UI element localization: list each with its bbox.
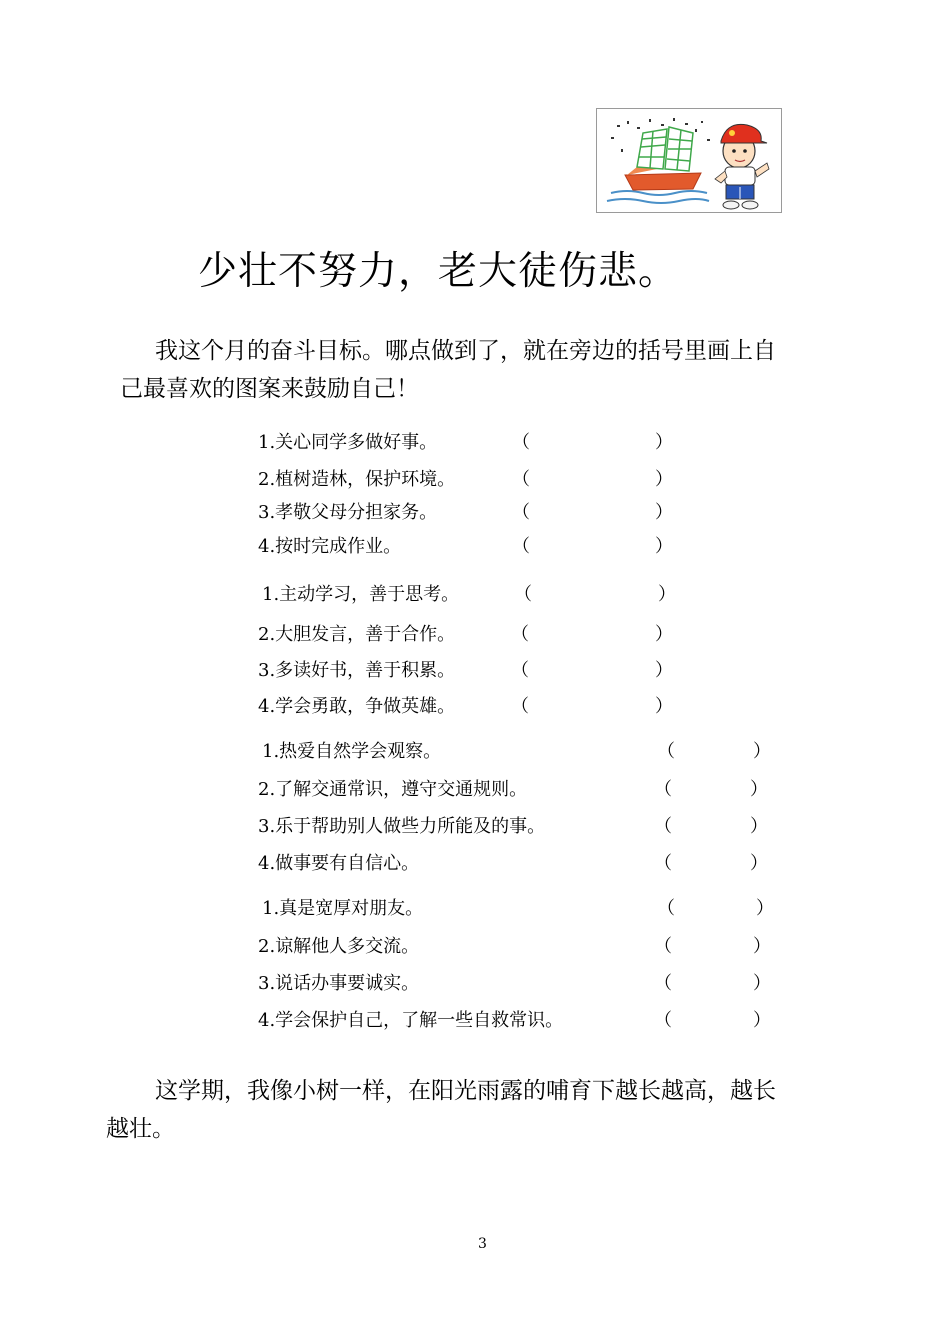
open-paren: （ <box>654 779 672 800</box>
goal-item: 3.多读好书，善于积累。 <box>258 660 456 681</box>
goal-item: 1.关心同学多做好事。 <box>258 432 438 453</box>
goal-item: 1.真是宽厚对朋友。 <box>262 898 424 919</box>
boy-with-sailboat-illustration <box>596 108 782 213</box>
open-paren: （ <box>514 584 532 605</box>
goal-item: 2.谅解他人多交流。 <box>258 936 420 957</box>
open-paren: （ <box>512 432 530 453</box>
open-paren: （ <box>512 469 530 490</box>
close-paren: ） <box>753 741 771 762</box>
goal-item: 4.按时完成作业。 <box>258 536 402 557</box>
goal-item: 1.热爱自然学会观察。 <box>262 741 442 762</box>
boy-with-sailboat-drawing-icon <box>597 109 782 213</box>
open-paren: （ <box>654 973 672 994</box>
open-paren: （ <box>512 536 530 557</box>
goal-item: 4.学会勇敢，争做英雄。 <box>258 696 456 717</box>
goal-item: 3.孝敬父母分担家务。 <box>258 502 438 523</box>
close-paren: ） <box>655 660 673 681</box>
open-paren: （ <box>654 1010 672 1031</box>
open-paren: （ <box>512 502 530 523</box>
goal-item: 4.做事要有自信心。 <box>258 853 420 874</box>
close-paren: ） <box>655 696 673 717</box>
close-paren: ） <box>655 502 673 523</box>
close-paren: ） <box>655 536 673 557</box>
goal-item: 2.了解交通常识，遵守交通规则。 <box>258 779 528 800</box>
motto-title: 少壮不努力，老大徒伤悲。 <box>198 249 679 294</box>
close-paren: ） <box>753 1010 771 1031</box>
goal-item: 3.说话办事要诚实。 <box>258 973 420 994</box>
open-paren: （ <box>657 898 675 919</box>
open-paren: （ <box>654 936 672 957</box>
intro-line-2: 己最喜欢的图案来鼓励自己！ <box>120 376 419 402</box>
intro-line-1: 我这个月的奋斗目标。哪点做到了，就在旁边的括号里画上自 <box>155 338 776 364</box>
open-paren: （ <box>654 853 672 874</box>
page-number: 3 <box>478 1236 487 1252</box>
goal-item: 3.乐于帮助别人做些力所能及的事。 <box>258 816 546 837</box>
close-paren: ） <box>756 898 774 919</box>
close-paren: ） <box>750 779 768 800</box>
close-paren: ） <box>655 432 673 453</box>
goal-item: 1.主动学习，善于思考。 <box>262 584 460 605</box>
close-paren: ） <box>658 584 676 605</box>
open-paren: （ <box>511 624 529 645</box>
open-paren: （ <box>511 696 529 717</box>
open-paren: （ <box>511 660 529 681</box>
goal-item: 4.学会保护自己，了解一些自救常识。 <box>258 1010 564 1031</box>
closing-line-2: 越壮。 <box>106 1116 175 1142</box>
goal-item: 2.植树造林，保护环境。 <box>258 469 456 490</box>
open-paren: （ <box>654 816 672 837</box>
close-paren: ） <box>750 816 768 837</box>
close-paren: ） <box>655 469 673 490</box>
close-paren: ） <box>655 624 673 645</box>
close-paren: ） <box>753 936 771 957</box>
close-paren: ） <box>750 853 768 874</box>
goal-item: 2.大胆发言，善于合作。 <box>258 624 456 645</box>
open-paren: （ <box>657 741 675 762</box>
closing-line-1: 这学期，我像小树一样，在阳光雨露的哺育下越长越高，越长 <box>155 1078 776 1104</box>
close-paren: ） <box>753 973 771 994</box>
